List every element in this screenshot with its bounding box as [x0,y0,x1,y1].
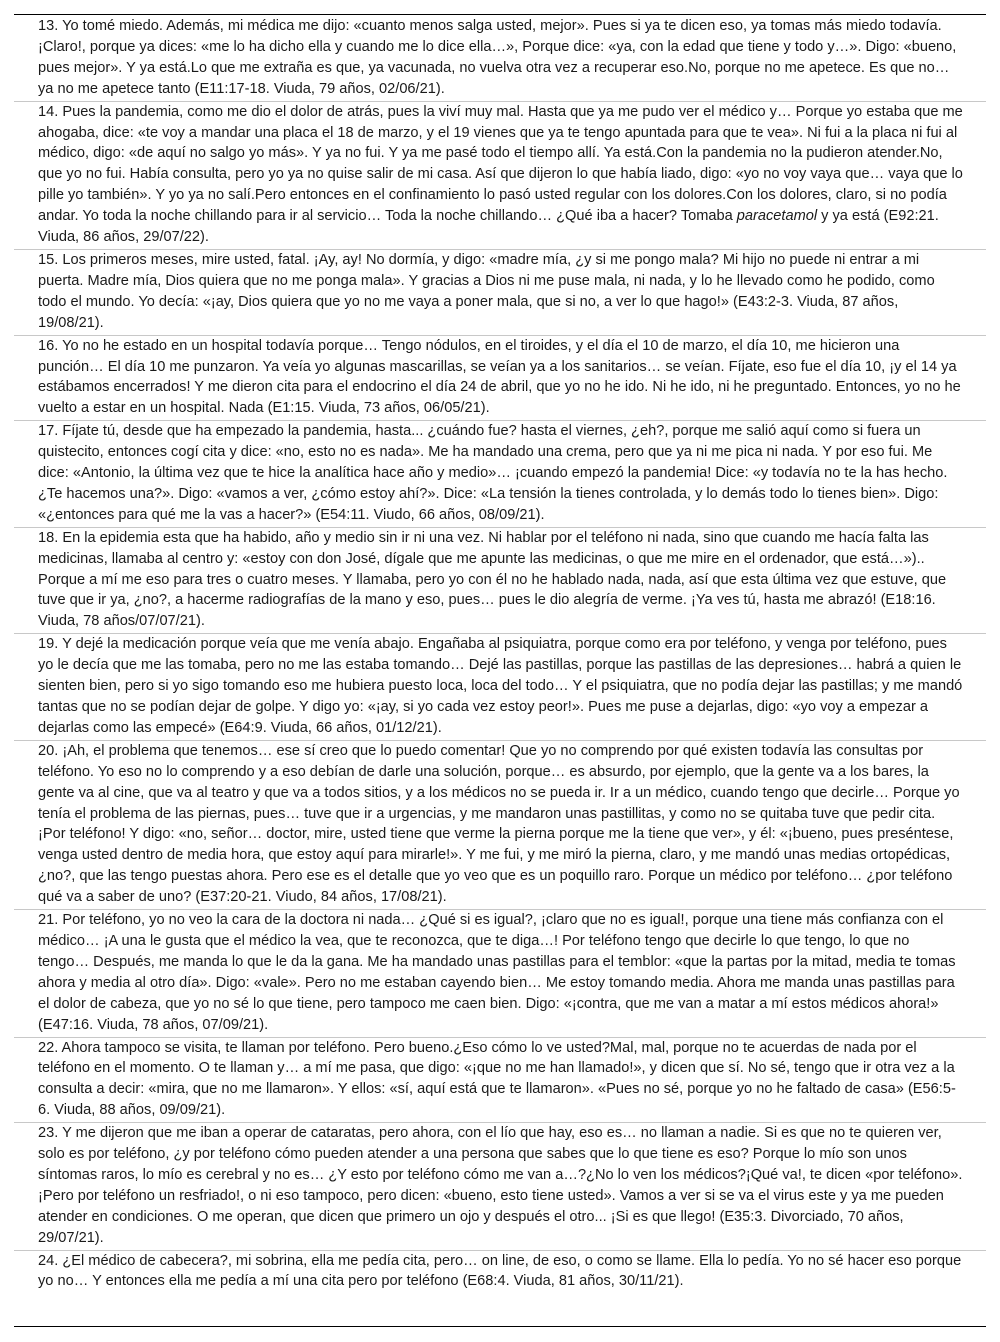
quote-entry: 21. Por teléfono, yo no veo la cara de la doctora ni nada… ¿Qué si es igual?, ¡claro que no es igual!, porque una tiene más confianza con el médico… ¡A una le gusta que el médico la vea, que te reconozca, que te diga…! Por teléfono tengo que decirle lo que tengo, lo que no tengo… Después, me manda lo que le da la gana. Me ha mandado unas pastillas para el temblor: «que la partas por la mitad, media te tomas ahora y media al otro día». Digo: «vale». Pero no me estaban cayendo bien… Me estoy tomando media. Ahora me manda unas pastillas para el dolor de cabeza, que yo no sé lo que tiene, pero tampoco me caen bien. Digo: «¡contra, que me van a matar a mí estos médicos ahora!» (E47:16. Viuda, 78 años, 07/09/21). [14,910,986,1037]
quote-entry: 19. Y dejé la medicación porque veía que me venía abajo. Engañaba al psiquiatra, porque como era por teléfono, y venga por teléfono, pues yo le decía que me las tomaba, pero no me las estaba tomando… Dejé las pastillas, porque las pastillas de las depresiones… habrá a quien le sienten bien, pero si yo sigo tomando eso me hubiera puesto loca, loca del todo… Y el psiquiatra, que no podía dejar las pastillas; y me mandó tantas que no se podían dejar de golpe. Y digo yo: «¡ay, si yo cada vez estoy peor!». Pues me puse a dejarlas, digo: «yo voy a empezar a dejarlas como las empecé» (E64:9. Viuda, 66 años, 01/12/21). [14,634,986,741]
quote-entry: 15. Los primeros meses, mire usted, fatal. ¡Ay, ay! No dormía, y digo: «madre mía, ¿y si me pongo mala? Mi hijo no puede ni entrar a mi puerta. Madre mía, Dios quiera que no me ponga mala». Y gracias a Dios ni me puse mala, ni nada, y lo he llevado como he podido, como todo el mundo. Yo decía: «¡ay, Dios quiera que yo no me vaya a poner mala, que si no, a ver lo que hago!» (E43:2-3. Viuda, 87 años, 19/08/21). [14,250,986,336]
quote-entry: 20. ¡Ah, el problema que tenemos… ese sí creo que lo puedo comentar! Que yo no comprendo por qué existen todavía las consultas por teléfono. Yo eso no lo comprendo y a eso debían de darle una solución, porque… es absurdo, por ejemplo, que la gente va a los bares, la gente va al cine, que va al teatro y que va a todos sitios, y a los médicos no se pueda ir. Ir a un médico, cuando tengo que decirle… Porque yo tenía el problema de las piernas, pues… tuve que ir a urgencias, y me mandaron unas pastillitas, y como no se quitaba tuve que pedir cita. ¡Por teléfono! Y digo: «no, señor… doctor, mire, usted tiene que verme la pierna porque me la tiene que ver», y él: «¡bueno, pues preséntese, venga usted dentro de media hora, que estoy aquí para mirarle!». Y me fui, y me miró la pierna, claro, y me mandó unas medias ortopédicas, ¿no?, que las tengo puestas ahora. Pero ese es el detalle que yo veo que es un poquillo raro. Porque un médico por teléfono… ¿por teléfono qué va a saber de uno? (E37:20-21. Viudo, 84 años, 17/08/21). [14,741,986,910]
quote-entry: 18. En la epidemia esta que ha habido, año y medio sin ir ni una vez. Ni hablar por el teléfono ni nada, sino que cuando me hacía falta las medicinas, llamaba al centro y: «estoy con don José, dígale que me apunte las medicinas, o que me mire en el ordenador, que está…»).. Porque a mí me eso para tres o cuatro meses. Y llamaba, pero yo con él no he hablado nada, nada, así que esta última vez que estuve, que tuve que ir ya, ¿no?, a hacerme radiografías de la mano y eso, pues… pues le dio alegría de verme. ¡Ya ves tú, hasta me abrazó! (E18:16. Viuda, 78 años/07/07/21). [14,528,986,635]
quote-entry: 16. Yo no he estado en un hospital todavía porque… Tengo nódulos, en el tiroides, y el día el 10 de marzo, el día 10, me hicieron una punción… El día 10 me punzaron. Ya veía yo algunas mascarillas, se veían ya a los sanitarios… se veían. Fíjate, eso fue el día 10, ¡y el 14 ya estábamos encerrados! Y me dieron cita para el endocrino el día 24 de abril, que yo no he ido. Ni he ido, ni he preguntado. Entonces, yo no he vuelto a estar en un hospital. Nada (E1:15. Viuda, 73 años, 06/05/21). [14,336,986,422]
quote-entry: 22. Ahora tampoco se visita, te llaman por teléfono. Pero bueno.¿Eso cómo lo ve usted?Mal, mal, porque no te acuerdas de nada por el teléfono en el momento. O te llaman y… a mí me pasa, que digo: «¡que no me han llamado!», y dicen que sí. No sé, tengo que ir otra vez a la consulta a decir: «mira, que no me llamaron». Y ellos: «sí, aquí está que te llamaron». «Pues no sé, porque yo no he faltado de casa» (E56:5-6. Viuda, 88 años, 09/09/21). [14,1038,986,1124]
quotes-table [14,16,986,1324]
bottom-rule [14,1326,986,1327]
quote-entry: 13. Yo tomé miedo. Además, mi médica me dijo: «cuanto menos salga usted, mejor». Pues si ya te dicen eso, ya tomas más miedo todavía. ¡Claro!, porque ya dices: «me lo ha dicho ella y cuando me lo dice ella…», Porque dice: «ya, con la edad que tiene y todo y…». Digo: «bueno, pues mejor». Y ya está.Lo que me extraña es que, ya vacunada, no vuelva otra vez a recuperar eso.No, porque no me apetece. Es que no… ya no me apetece tanto (E11:17-18. Viuda, 79 años, 02/06/21). [14,16,986,102]
quote-entry: 14. Pues la pandemia, como me dio el dolor de atrás, pues la viví muy mal. Hasta que ya me pudo ver el médico y… Porque yo estaba que me ahogaba, dice: «te voy a mandar una placa el 18 de marzo, y el 19 vienes que ya te tengo apuntada para que te vea». Ni fui a la placa ni fui al médico, digo: «de aquí no salgo yo más». Y ya no fui. Y ya me pasé todo el tiempo allí. Ya está.Con la pandemia no la pudieron atender.No, que yo no fui. Había consulta, pero yo ya no quise salir de mi casa. Así que dijeron lo que había liado, digo: «yo no voy vaya que… vaya que lo pille yo también». Y yo ya no salí.Pero entonces en el confinamiento lo pasó usted regular con los dolores.Con los dolores, claro, si no podía andar. Yo toda la noche chillando para ir al servicio… Toda la noche chillando… ¿Qué iba a hacer? Tomaba paracetamol y ya está (E92:21. Viuda, 86 años, 29/07/22). [14,102,986,250]
top-rule [14,14,986,15]
quote-entry: 23. Y me dijeron que me iban a operar de cataratas, pero ahora, con el lío que hay, eso es… no llaman a nadie. Si es que no te quieren ver, solo es por teléfono, ¿y por teléfono cómo pueden atender a una persona que sabes que lo que tiene es eso? Porque lo mío son unos síntomas raros, lo mío es cerebral y no es… ¿Y esto por teléfono cómo me van a…?¿No lo ven los médicos?¡Qué va!, te dicen «por teléfono». ¡Pero por teléfono un resfriado!, o ni eso tampoco, pero dicen: «bueno, esto tiene usted». Vamos a ver si se va el virus este y ya me pueden atender en condiciones. O me operan, que dicen que primero un ojo y después el otro... ¡Si es que llego! (E35:3. Divorciado, 70 años, 29/07/21). [14,1123,986,1250]
quote-entry: 17. Fíjate tú, desde que ha empezado la pandemia, hasta... ¿cuándo fue? hasta el viernes, ¿eh?, porque me salió aquí como si fuera un quistecito, entonces cogí cita y dice: «no, esto no es nada». Me ha mandado una crema, pero que ya ni me pica ni nada. Y por eso fui. Me dice: «Antonio, la última vez que te hice la analítica hace año y medio»… ¡cuando empezó la pandemia! Dice: «y todavía no te la has hecho. ¿Te hacemos una?». Digo: «vamos a ver, ¿cómo estoy ahí?». Dice: «La tensión la tienes controlada, y lo demás todo lo tienes bien». Digo: «¿entonces para qué me la vas a hacer?» (E54:11. Viudo, 66 años, 08/09/21). [14,421,986,528]
quote-entry: 24. ¿El médico de cabecera?, mi sobrina, ella me pedía cita, pero… on line, de eso, o como se llame. Ella lo pedía. Yo no sé hacer eso porque yo no… Y entonces ella me pedía a mí una cita pero por teléfono (E68:4. Viuda, 81 años, 30/11/21). [38,1252,962,1290]
